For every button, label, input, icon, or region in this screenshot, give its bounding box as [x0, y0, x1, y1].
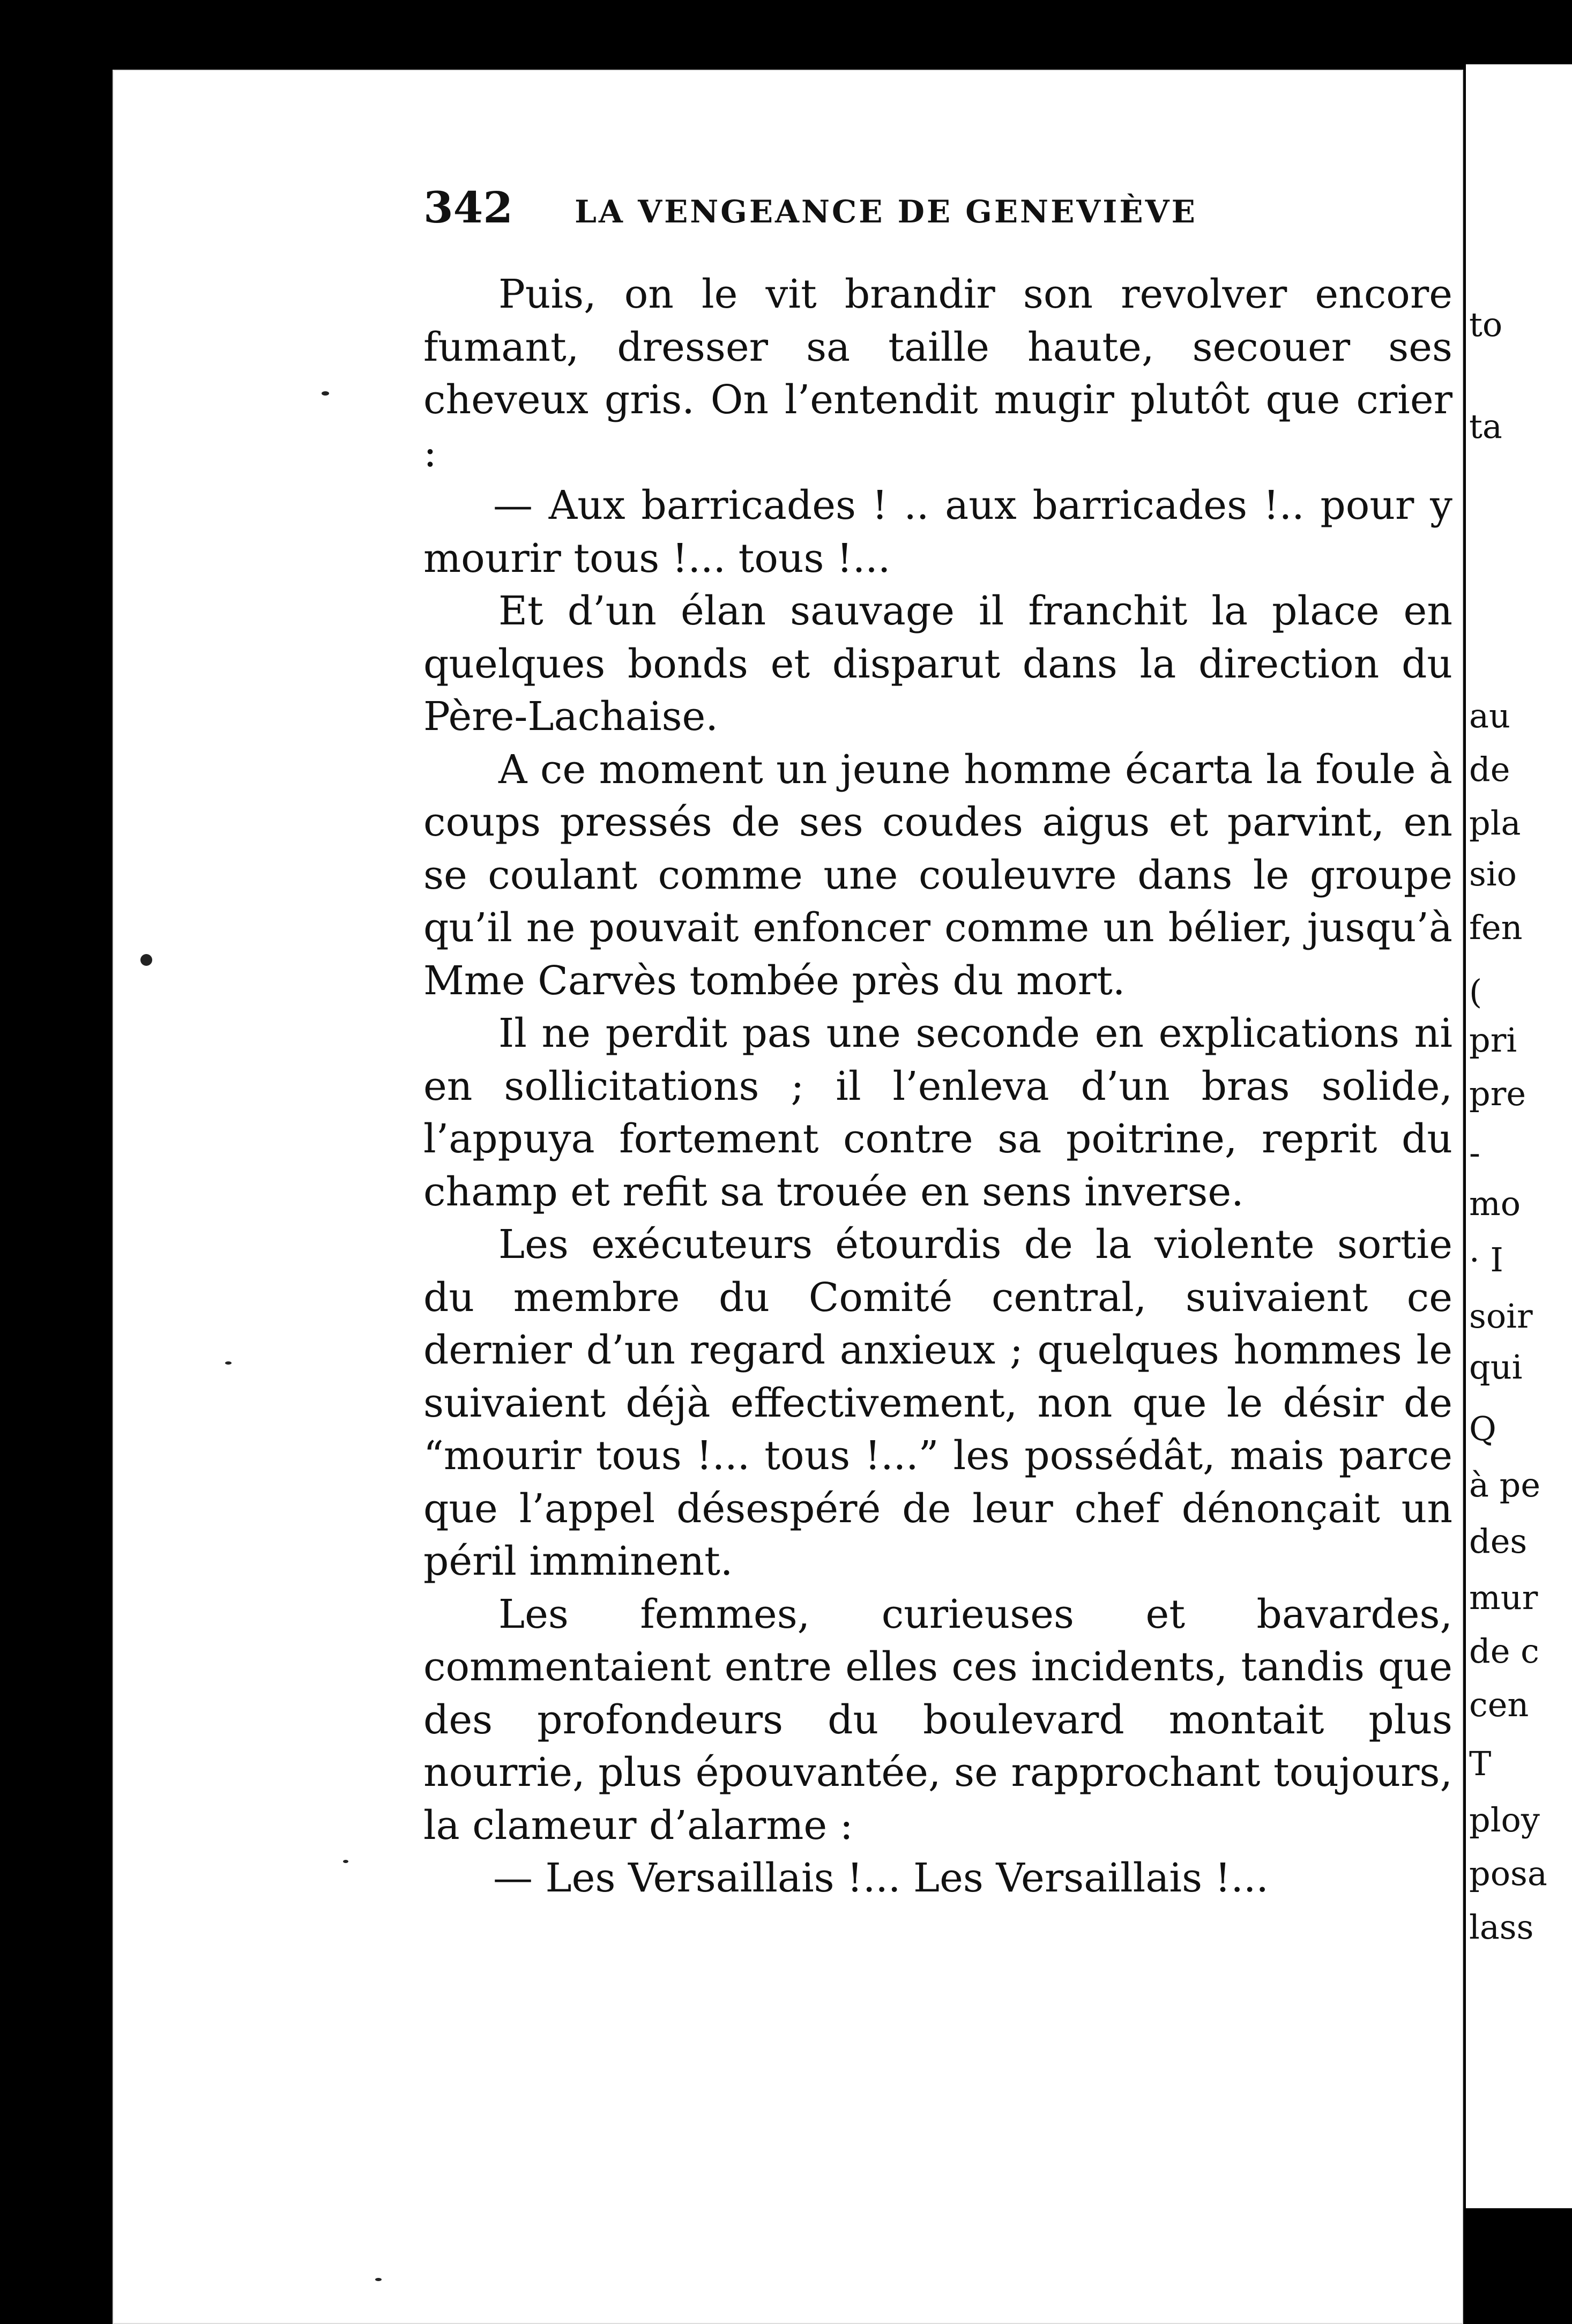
adjacent-page-fragment: qui	[1469, 1347, 1523, 1387]
adjacent-page-fragment: pla	[1469, 803, 1521, 843]
adjacent-page-fragment: fen	[1469, 908, 1523, 947]
adjacent-page-fragment: (	[1469, 972, 1482, 1011]
adjacent-page-fragment: pre	[1469, 1074, 1526, 1113]
scan-speck	[322, 391, 329, 396]
scan-speck	[343, 1860, 348, 1863]
adjacent-page-fragment: soir	[1469, 1297, 1533, 1336]
adjacent-page-fragment: mur	[1469, 1578, 1538, 1617]
body-text	[423, 268, 1452, 1905]
adjacent-page-fragment: à pe	[1469, 1465, 1541, 1504]
adjacent-page-fragment: posa	[1469, 1854, 1547, 1893]
page-number: 342	[423, 182, 513, 233]
adjacent-page-fragment: cen	[1469, 1685, 1529, 1724]
adjacent-page-fragment: Q	[1469, 1409, 1496, 1448]
adjacent-page-fragment: lass	[1469, 1908, 1534, 1947]
adjacent-page-edge	[1466, 64, 1572, 2208]
paragraph: Et d’un élan sauvage il franchit la place en quelques bonds et disparut dans la direction du Père-Lachaise.	[423, 588, 1452, 740]
paragraph: Les exécuteurs étourdis de la violente sortie du membre du Comité central, suivaient ce dernier d’un regard anxieux ; quelques hommes le suivaient déjà effectivement, non que le désir de “mourir tous !... tous !...” les possédât, mais parce que l’appel désespéré de leur chef dénonçait un péril imminent.	[423, 1221, 1452, 1584]
paragraph: Puis, on le vit brandir son revolver encore fumant, dresser sa taille haute, secouer ses cheveux gris. On l’entendit mugir plutôt que crier :	[423, 271, 1452, 476]
dialogue-line: — Aux barricades ! .. aux barricades !.. pour y mourir tous !... tous !...	[423, 482, 1452, 582]
adjacent-page-fragment: mo	[1469, 1184, 1521, 1223]
adjacent-page-fragment: pri	[1469, 1021, 1517, 1060]
adjacent-page-fragment: sio	[1469, 854, 1517, 893]
paragraph: Il ne perdit pas une seconde en explications ni en sollicitations ; il l’enleva d’un bras solide, l’appuya fortement contre sa poitrine, reprit du champ et refit sa trouée en sens inverse.	[423, 1010, 1452, 1215]
paragraph: Les femmes, curieuses et bavardes, commentaient entre elles ces incidents, tandis que des profondeurs du boulevard montait plus nourrie, plus épouvantée, se rapprochant toujours, la clameur d’alarme :	[423, 1591, 1452, 1849]
scan-speck	[225, 1361, 232, 1365]
scan-speck	[375, 2278, 382, 2281]
adjacent-page-fragment: de c	[1469, 1632, 1539, 1671]
adjacent-page-fragment: ta	[1469, 407, 1502, 446]
scan-speck	[140, 954, 152, 966]
adjacent-page-fragment: au	[1469, 696, 1510, 735]
running-title: LA VENGEANCE DE GENEVIÈVE	[575, 193, 1197, 230]
adjacent-page-fragment: de	[1469, 750, 1510, 789]
adjacent-page-fragment: des	[1469, 1522, 1528, 1561]
paragraph: A ce moment un jeune homme écarta la foule à coups pressés de ses coudes aigus et parvint, en se coulant comme une couleuvre dans le groupe qu’il ne pouvait enfoncer comme un bélier, jusqu’à Mme Carvès tombée près du mort.	[423, 746, 1452, 1004]
adjacent-page-fragment: to	[1469, 305, 1503, 344]
dialogue-line: — Les Versaillais !... Les Versaillais !...	[493, 1855, 1269, 1901]
adjacent-page-fragment: ploy	[1469, 1800, 1540, 1839]
adjacent-page-fragment: · I	[1469, 1240, 1503, 1279]
adjacent-page-fragment: T	[1469, 1744, 1492, 1783]
running-header	[423, 182, 1197, 233]
adjacent-page-fragment: -	[1469, 1133, 1480, 1172]
